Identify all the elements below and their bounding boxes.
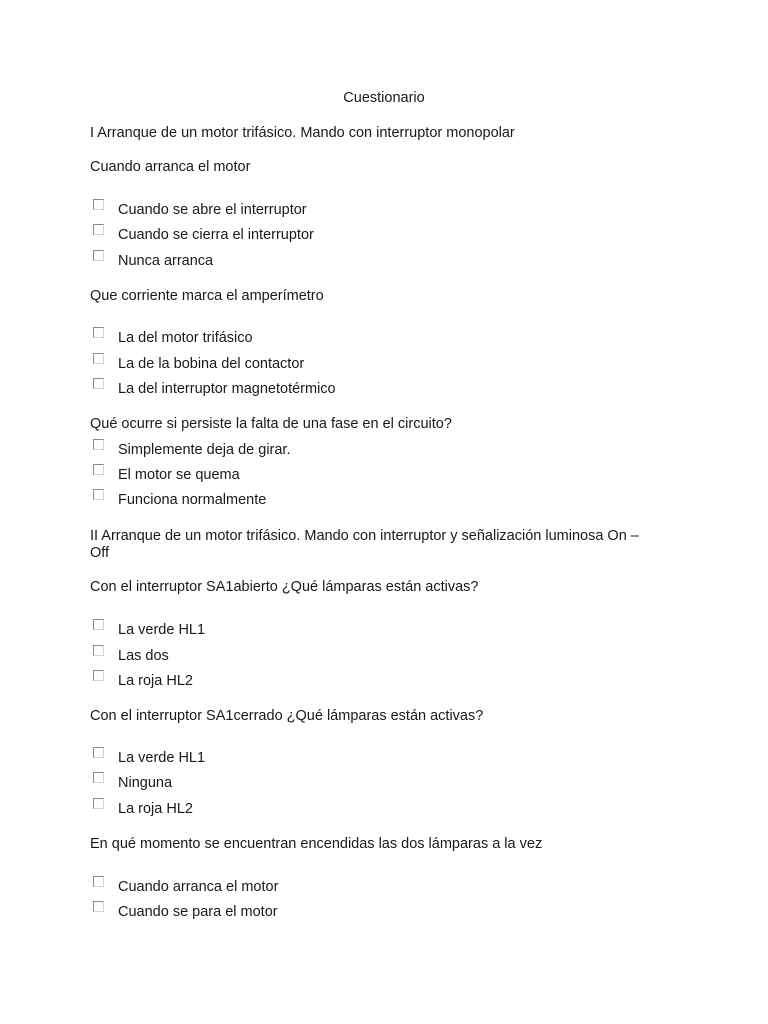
option-label: El motor se quema [118,467,240,483]
checkbox[interactable] [93,439,104,450]
checkbox[interactable] [93,464,104,475]
checkbox[interactable] [93,747,104,758]
section-heading-continued: Off [90,545,110,561]
checkbox[interactable] [93,798,104,809]
option-label: La verde HL1 [118,622,206,638]
checkbox[interactable] [93,199,104,210]
checkbox[interactable] [93,645,104,656]
option-label: Cuando se para el motor [118,904,278,920]
section-heading: I Arranque de un motor trifásico. Mando con interruptor monopolar [90,125,515,141]
option-label: Cuando se abre el interruptor [118,202,307,218]
checkbox[interactable] [93,378,104,389]
question-text: Que corriente marca el amperímetro [90,288,324,304]
option-label: Cuando se cierra el interruptor [118,227,314,243]
checkbox[interactable] [93,489,104,500]
option-label: La del motor trifásico [118,330,253,346]
option-label: Funciona normalmente [118,492,267,508]
option-label: La roja HL2 [118,673,193,689]
checkbox[interactable] [93,670,104,681]
option-label: Nunca arranca [118,253,214,269]
option-label: La roja HL2 [118,801,193,817]
option-label: La de la bobina del contactor [118,356,305,372]
question-text: Con el interruptor SA1cerrado ¿Qué lámparas están activas? [90,708,484,724]
option-label: Simplemente deja de girar. [118,442,291,458]
option-label: La verde HL1 [118,750,206,766]
option-label: Las dos [118,648,169,664]
checkbox[interactable] [93,250,104,261]
question-text: En qué momento se encuentran encendidas las dos lámparas a la vez [90,836,543,852]
option-label: Ninguna [118,775,173,791]
checkbox[interactable] [93,619,104,630]
option-label: Cuando arranca el motor [118,879,279,895]
section-heading: II Arranque de un motor trifásico. Mando con interruptor y señalización luminosa On – [90,528,639,544]
checkbox[interactable] [93,772,104,783]
question-text: Cuando arranca el motor [90,159,251,175]
page-title: Cuestionario [343,90,425,106]
question-text: Con el interruptor SA1abierto ¿Qué lámparas están activas? [90,579,479,595]
checkbox[interactable] [93,224,104,235]
checkbox[interactable] [93,901,104,912]
checkbox[interactable] [93,353,104,364]
checkbox[interactable] [93,327,104,338]
question-text: Qué ocurre si persiste la falta de una fase en el circuito? [90,416,452,432]
checkbox[interactable] [93,876,104,887]
option-label: La del interruptor magnetotérmico [118,381,336,397]
